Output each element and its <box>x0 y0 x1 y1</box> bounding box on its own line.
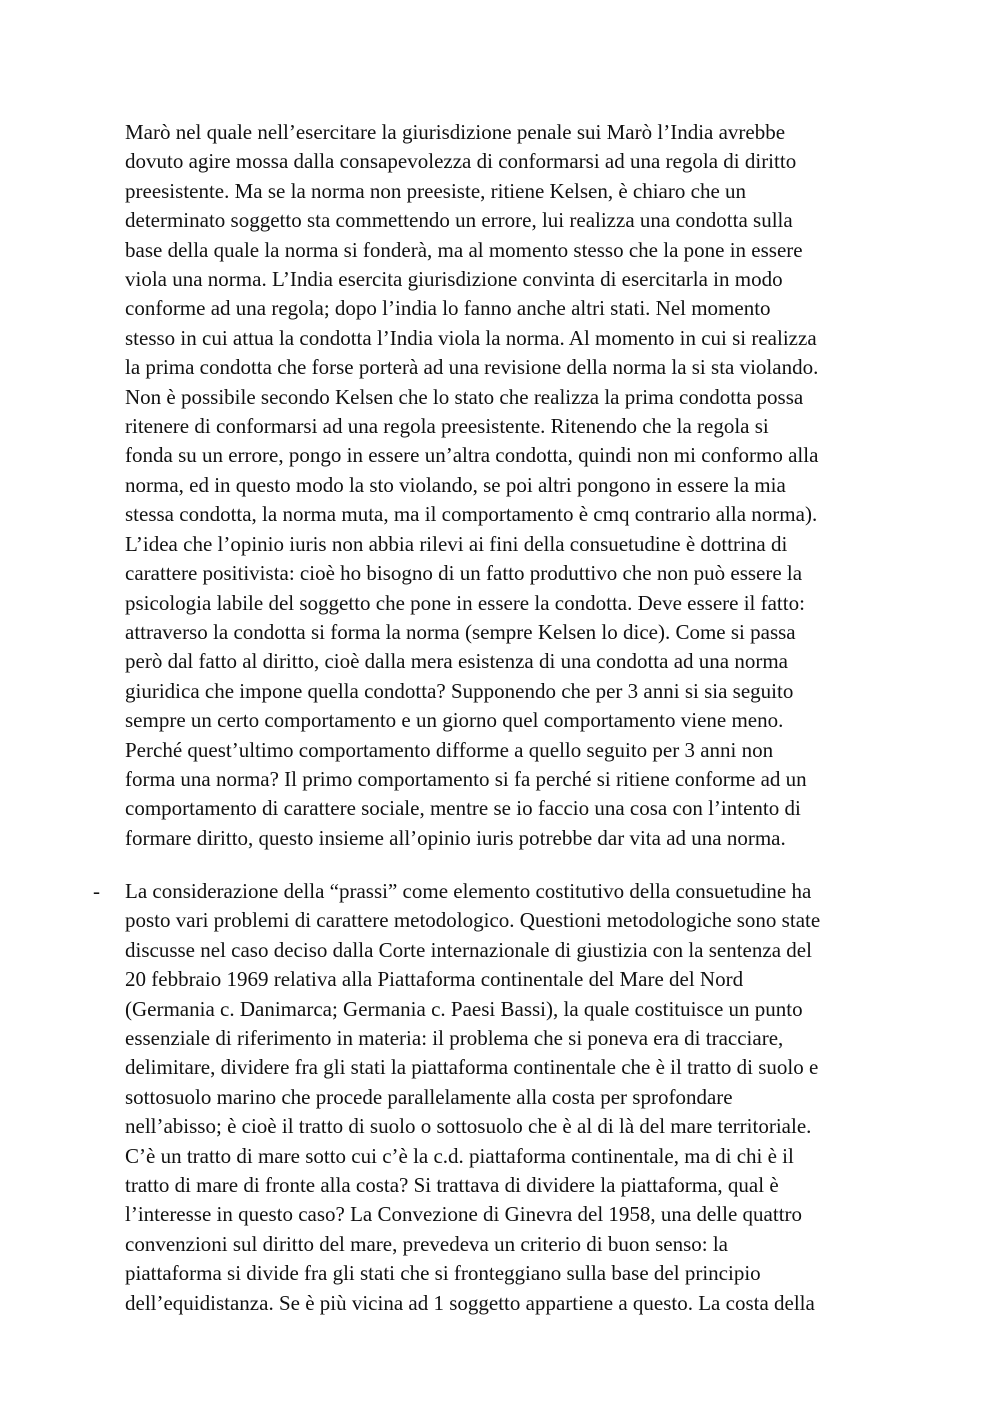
text-line: giuridica che impone quella condotta? Supponendo che per 3 anni si sia seguito <box>125 678 794 703</box>
text-line: norma, ed in questo modo la sto violando, se poi altri pongono in essere la mia <box>125 472 786 497</box>
text-line: però dal fatto al diritto, cioè dalla mera esistenza di una condotta ad una norma <box>125 649 788 674</box>
text-line: sottosuolo marino che procede parallelamente alla costa per sprofondare <box>125 1084 733 1109</box>
paragraph-prassi-piattaforma <box>125 877 925 1318</box>
text-line: attraverso la condotta si forma la norma (sempre Kelsen lo dice). Come si passa <box>125 619 796 644</box>
text-line: dovuto agire mossa dalla consapevolezza di conformarsi ad una regola di diritto <box>125 149 797 174</box>
text-line: convenzioni sul diritto del mare, prevedeva un criterio di buon senso: la <box>125 1231 728 1256</box>
text-line: psicologia labile del soggetto che pone in essere la condotta. Deve essere il fatto: <box>125 590 805 615</box>
text-line: comportamento di carattere sociale, mentre se io faccio una cosa con l’intento di <box>125 796 801 821</box>
text-line: 20 febbraio 1969 relativa alla Piattaforma continentale del Mare del Nord <box>125 967 744 992</box>
text-line: viola una norma. L’India esercita giurisdizione convinta di esercitarla in modo <box>125 267 783 292</box>
text-line: piattaforma si divide fra gli stati che si fronteggiano sulla base del principio <box>125 1261 761 1286</box>
list-dash-marker: - <box>93 879 100 903</box>
text-line: tratto di mare di fronte alla costa? Si trattava di dividere la piattaforma, qual è <box>125 1173 779 1198</box>
text-line: conforme ad una regola; dopo l’india lo fanno anche altri stati. Nel momento <box>125 296 771 321</box>
text-line: preesistente. Ma se la norma non preesiste, ritiene Kelsen, è chiaro che un <box>125 178 747 203</box>
text-line: Non è possibile secondo Kelsen che lo stato che realizza la prima condotta possa <box>125 384 804 409</box>
text-line: determinato soggetto sta commettendo un errore, lui realizza una condotta sulla <box>125 208 793 233</box>
text-line: discusse nel caso deciso dalla Corte internazionale di giustizia con la sentenza del <box>125 937 812 962</box>
text-line: dell’equidistanza. Se è più vicina ad 1 soggetto appartiene a questo. La costa della <box>125 1290 815 1315</box>
text-line: (Germania c. Danimarca; Germania c. Paesi Bassi), la quale costituisce un punto <box>125 996 803 1021</box>
text-line: carattere positivista: cioè ho bisogno di un fatto produttivo che non può essere la <box>125 561 803 586</box>
text-line: forma una norma? Il primo comportamento si fa perché si ritiene conforme ad un <box>125 766 807 791</box>
text-line: ritenere di conformarsi ad una regola preesistente. Ritenendo che la regola si <box>125 414 769 439</box>
text-line: essenziale di riferimento in materia: il problema che si poneva era di tracciare, <box>125 1026 784 1051</box>
text-line: Perché quest’ultimo comportamento difforme a quello seguito per 3 anni non <box>125 737 774 762</box>
text-line: stesso in cui attua la condotta l’India viola la norma. Al momento in cui si realizza <box>125 325 817 350</box>
text-line: l’interesse in questo caso? La Convezione di Ginevra del 1958, una delle quattro <box>125 1202 803 1227</box>
text-line: La considerazione della “prassi” come elemento costitutivo della consuetudine ha <box>125 879 812 903</box>
text-line: delimitare, dividere fra gli stati la piattaforma continentale che è il tratto di suolo e <box>125 1055 819 1080</box>
text-line: stessa condotta, la norma muta, ma il comportamento è cmq contrario alla norma). <box>125 502 818 527</box>
text-line: la prima condotta che forse porterà ad una revisione della norma la si sta violando. <box>125 355 819 380</box>
paragraph-kelsen-opinio-iuris <box>125 118 925 853</box>
text-line: L’idea che l’opinio iuris non abbia rilevi ai fini della consuetudine è dottrina di <box>125 531 788 556</box>
text-line: Marò nel quale nell’esercitare la giurisdizione penale sui Marò l’India avrebbe <box>125 120 786 144</box>
text-line: fonda su un errore, pongo in essere un’altra condotta, quindi non mi conformo alla <box>125 443 819 468</box>
text-line: posto vari problemi di carattere metodologico. Questioni metodologiche sono state <box>125 908 821 933</box>
text-line: C’è un tratto di mare sotto cui c’è la c.d. piattaforma continentale, ma di chi è il <box>125 1143 794 1168</box>
text-line: formare diritto, questo insieme all’opinio iuris potrebbe dar vita ad una norma. <box>125 825 786 850</box>
text-line: sempre un certo comportamento e un giorno quel comportamento viene meno. <box>125 708 784 733</box>
text-line: base della quale la norma si fonderà, ma al momento stesso che la pone in essere <box>125 237 803 262</box>
text-line: nell’abisso; è cioè il tratto di suolo o sottosuolo che è al di là del mare territoriale. <box>125 1114 812 1139</box>
